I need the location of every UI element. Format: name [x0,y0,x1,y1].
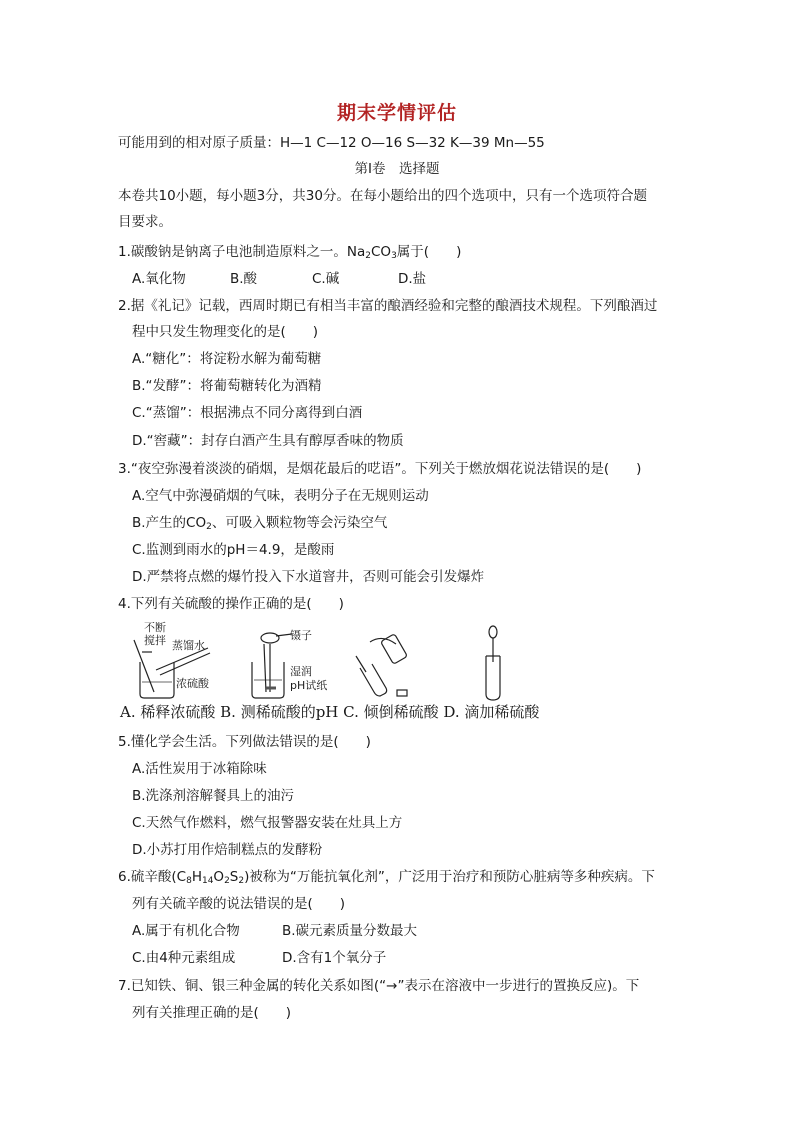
option-d[interactable]: D.严禁将点燃的爆竹投入下水道窨井，否则可能会引发爆炸 [132,569,485,585]
option-c[interactable]: C.“蒸馏”：根据沸点不同分离得到白酒 [132,405,363,421]
figure-label-tweezers: 镊子 [290,629,312,642]
option-d[interactable]: D.含有1个氧分子 [282,950,387,966]
option-c[interactable]: C.天然气作燃料，燃气报警器安装在灶具上方 [132,815,403,831]
question-7-stem-2: 列有关推理正确的是( ) [132,1005,292,1021]
figure-label-ph-paper: pH试纸 [290,679,328,692]
option-c[interactable]: C.监测到雨水的pH＝4.9，是酸雨 [132,542,335,558]
question-1-stem: 1.碳酸钠是钠离子电池制造原料之一。$Na_2CO_3$属于( ) [118,244,462,261]
question-6-options-row-1 [132,922,552,940]
section-heading: 第Ⅰ卷 选择题 [354,161,440,177]
option-b[interactable]: B.产生的$CO_2$、可吸入颗粒物等会污染空气 [132,515,388,532]
figure-label-water: 蒸馏水 [172,639,205,652]
option-b[interactable]: B.洗涤剂溶解餐具上的油污 [132,788,295,804]
question-4-stem: 4.下列有关硫酸的操作正确的是( ) [118,596,344,612]
option-c[interactable]: C.碱 [312,271,340,287]
question-4-figures [120,622,560,702]
option-b[interactable]: B.“发酵”：将葡萄糖转化为酒精 [132,378,322,394]
question-2-stem-2: 程中只发生物理变化的是( ) [132,324,319,340]
page-title: 期末学情评估 [336,102,457,124]
figure-label-stir-1: 不断 [144,621,166,634]
figure-label-stir-2: 搅拌 [144,634,166,647]
question-1-options [132,270,552,288]
option-a[interactable]: A.氧化物 [132,271,186,287]
option-c[interactable]: C.由4种元素组成 [132,950,236,966]
question-6-stem-2: 列有关硫辛酸的说法错误的是( ) [132,896,346,912]
option-b[interactable]: B.碳元素质量分数最大 [282,923,418,939]
lab-apparatus-figure [120,622,560,702]
question-6-options-row-2 [132,949,552,967]
question-3-stem: 3.“夜空弥漫着淡淡的硝烟，是烟花最后的呓语”。下列关于燃放烟花说法错误的是( ) [118,461,642,477]
option-a[interactable]: A.活性炭用于冰箱除味 [132,761,267,777]
option-a[interactable]: A.空气中弥漫硝烟的气味，表明分子在无规则运动 [132,488,429,504]
option-a[interactable]: A.属于有机化合物 [132,923,240,939]
figure-label-conc-acid: 浓硫酸 [176,677,209,690]
option-d[interactable]: D.盐 [398,271,427,287]
question-6-stem-1: 6.硫辛酸$(C_8H_{14}O_2S_2)$被称为“万能抗氧化剂”，广泛用于治疗和预防心脏病等多种疾病。下 [118,869,655,886]
figure-label-wet: 湿润 [290,665,312,678]
option-d[interactable]: D.小苏打用作焙制糕点的发酵粉 [132,842,323,858]
question-5-stem: 5.懂化学会生活。下列做法错误的是( ) [118,734,371,750]
instructions-line-2: 目要求。 [118,214,172,230]
option-d[interactable]: D.“窖藏”：封存白酒产生具有醇厚香味的物质 [132,433,404,449]
question-7-stem-1: 7.已知铁、铜、银三种金属的转化关系如图(“→”表示在溶液中一步进行的置换反应)。下 [118,978,640,994]
instructions-line-1: 本卷共10小题，每小题3分，共30分。在每小题给出的四个选项中，只有一个选项符合题 [118,188,647,204]
atomic-masses: 可能用到的相对原子质量：H—1 C—12 O—16 S—32 K—39 Mn—55 [118,135,545,151]
option-b[interactable]: B.酸 [230,271,258,287]
question-2-stem-1: 2.据《礼记》记载，西周时期已有相当丰富的酿酒经验和完整的酿酒技术规程。下列酿酒过 [118,298,658,314]
option-a[interactable]: A.“糖化”：将淀粉水解为葡萄糖 [132,351,322,367]
question-4-options-caption[interactable]: A. 稀释浓硫酸 B. 测稀硫酸的pH C. 倾倒稀硫酸 D. 滴加稀硫酸 [120,703,540,721]
